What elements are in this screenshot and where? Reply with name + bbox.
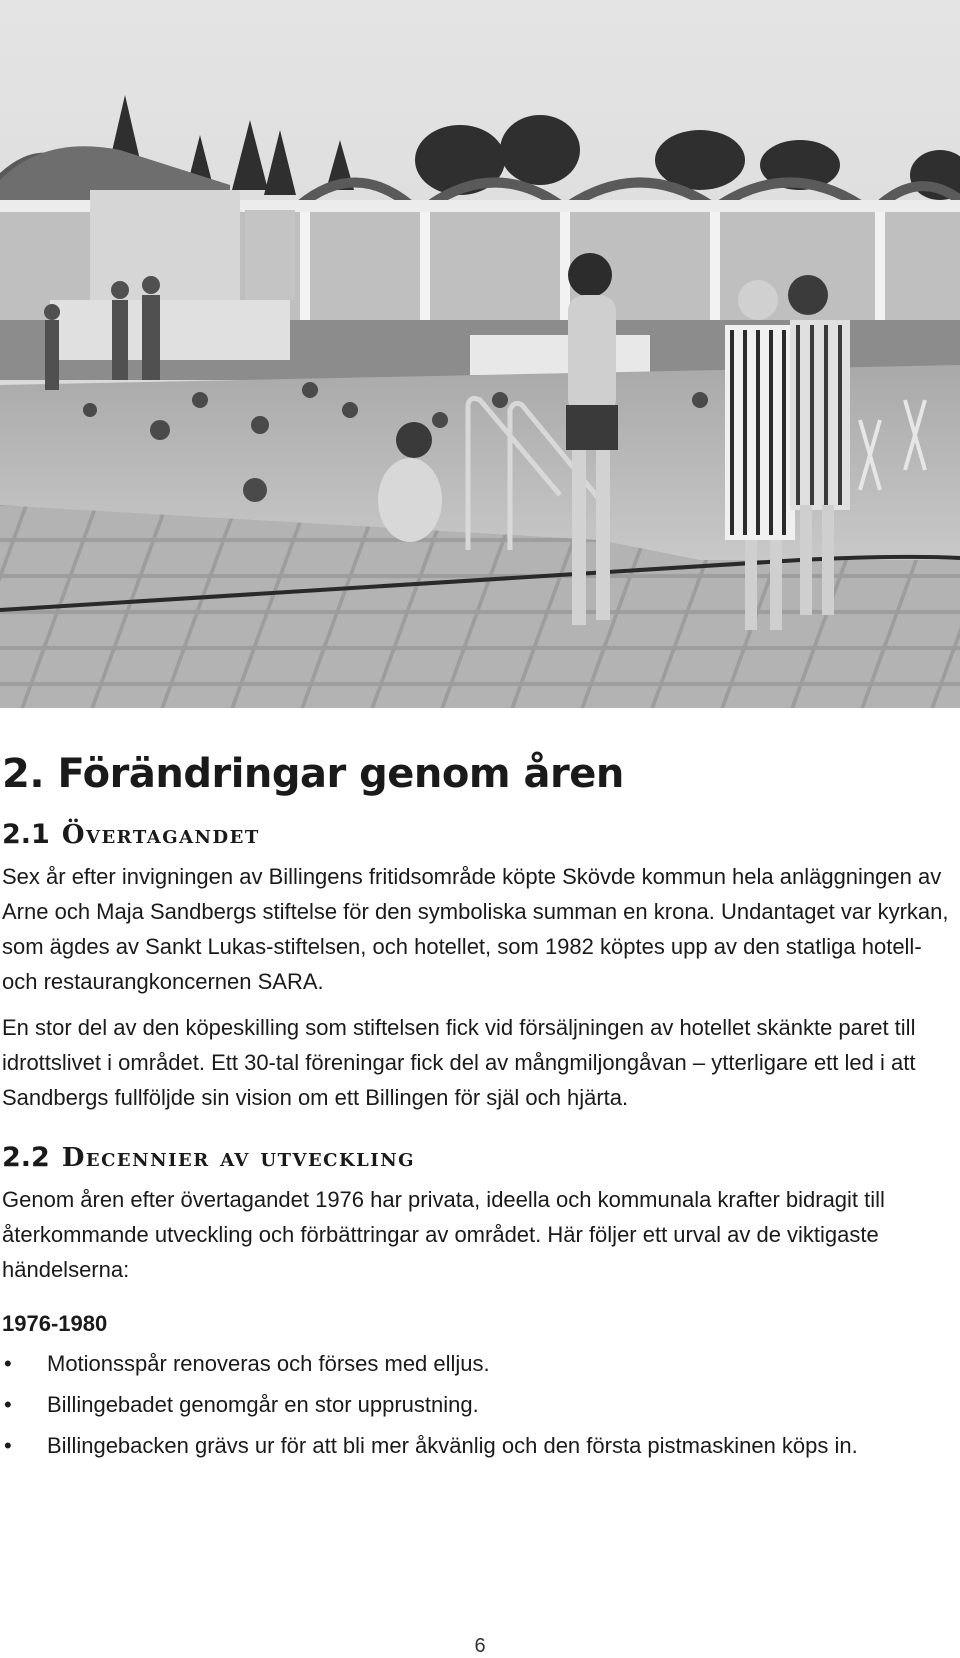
list-item: • Billingebacken grävs ur för att bli mer åkvänlig och den första pistmaskinen köps in.	[2, 1425, 952, 1466]
section-number: 2.2	[2, 1142, 50, 1173]
section-title: Decennier av utveckling	[61, 1143, 416, 1173]
pool-photo	[0, 0, 960, 708]
timeline-list	[2, 1343, 952, 1466]
page-number: 6	[474, 1635, 486, 1657]
section-2-1-heading	[2, 818, 952, 852]
chapter-heading: 2. Förändringar genom åren	[2, 751, 624, 797]
list-item: • Billingebadet genomgår en stor upprustning.	[2, 1384, 952, 1425]
section-title: Övertagandet	[61, 820, 260, 850]
timeline-period: 1976-1980	[2, 1311, 108, 1336]
section-2-2-heading	[2, 1141, 952, 1175]
list-item: • Motionsspår renoveras och förses med elljus.	[2, 1343, 952, 1384]
paragraph: En stor del av den köpeskilling som stiftelsen fick vid försäljningen av hotellet skänkte paret till idrottslivet i området. Ett 30-tal föreningar fick del av mångmiljongåvan – ytterligare ett led i att Sandbergs fullföljde sin vision om ett Billingen för själ och hjärta.	[2, 1015, 916, 1110]
section-number: 2.1	[2, 819, 50, 850]
paragraph: Genom åren efter övertagandet 1976 har privata, ideella och kommunala krafter bidragit till återkommande utveckling och förbättringar av området. Här följer ett urval av de viktigaste händelserna:	[2, 1187, 885, 1282]
paragraph: Sex år efter invigningen av Billingens fritidsområde köpte Skövde kommun hela anläggningen av Arne och Maja Sandbergs stiftelse för den symboliska summan en krona. Undantaget var kyrkan, som ägdes av Sankt Lukas-stiftelsen, och hotellet, som 1982 köptes upp av den statliga hotell- och restaurangkoncernen SARA.	[2, 864, 949, 994]
page-content	[2, 748, 952, 1466]
